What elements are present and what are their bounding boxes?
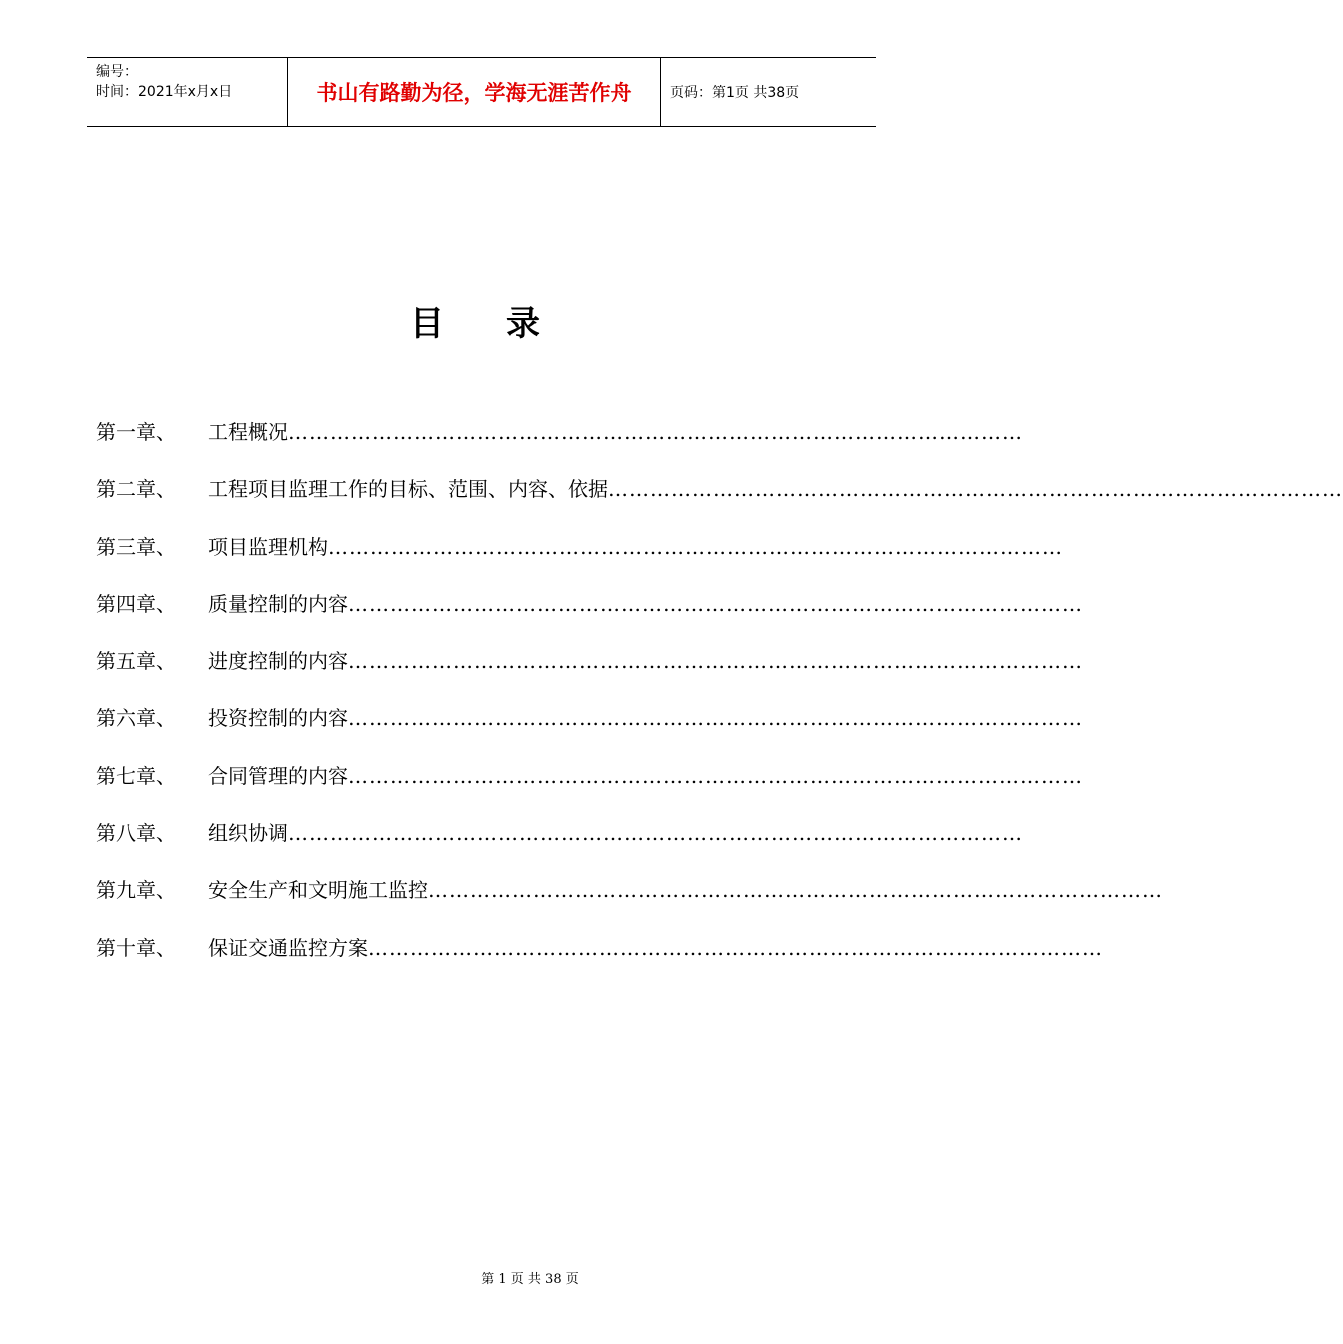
page-title xyxy=(0,296,950,345)
toc-dot-leader: …………………………………………………………………………………………… xyxy=(348,763,1083,788)
document-time-label: 时间：2021年x月x日 xyxy=(96,84,233,100)
toc-item[interactable] xyxy=(96,643,1083,700)
toc-chapter-title: 质量控制的内容 xyxy=(208,591,348,616)
toc-chapter-title: 保证交通监控方案 xyxy=(208,935,368,960)
page-header xyxy=(87,57,876,127)
header-motto: 书山有路勤为径，学海无涯苦作舟 xyxy=(288,58,661,126)
toc-chapter-title: 项目监理机构 xyxy=(208,534,328,559)
toc-item[interactable] xyxy=(96,471,1343,528)
toc-chapter-number: 第一章、 xyxy=(96,420,176,444)
header-page-label: 页码：第1页 共38页 xyxy=(670,85,800,101)
toc-dot-leader: …………………………………………………………………………………………… xyxy=(348,706,1083,731)
header-left-cell xyxy=(87,58,288,126)
toc-chapter-title: 组织协调 xyxy=(208,821,288,846)
toc-chapter-title: 工程概况 xyxy=(208,420,288,444)
toc-dot-leader: …………………………………………………………………………………………… xyxy=(328,534,1063,559)
toc-dot-leader: …………………………………………………………………………………………… xyxy=(348,649,1083,674)
title-char-2: 录 xyxy=(506,304,540,344)
toc-item[interactable] xyxy=(96,815,1023,872)
toc-item[interactable] xyxy=(96,414,1023,471)
toc-chapter-number: 第六章、 xyxy=(96,706,176,731)
toc-chapter-number: 第七章、 xyxy=(96,763,176,788)
toc-dot-leader: …………………………………………………………………………………………… xyxy=(348,591,1083,616)
toc-dot-leader: …………………………………………………………………………………………… xyxy=(288,420,1023,444)
toc-item[interactable] xyxy=(96,586,1083,643)
toc-chapter-number: 第八章、 xyxy=(96,821,176,846)
toc-dot-leader: …………………………………………………………………………………………… xyxy=(608,477,1343,502)
toc-item[interactable] xyxy=(96,872,1163,929)
document-number-label: 编号： xyxy=(96,64,138,80)
toc-chapter-title: 合同管理的内容 xyxy=(208,763,348,788)
toc-dot-leader: …………………………………………………………………………………………… xyxy=(288,821,1023,846)
toc-chapter-title: 安全生产和文明施工监控 xyxy=(208,878,428,903)
toc-chapter-number: 第九章、 xyxy=(96,878,176,903)
toc-chapter-number: 第二章、 xyxy=(96,477,176,502)
toc-chapter-title: 投资控制的内容 xyxy=(208,706,348,731)
toc-chapter-number: 第三章、 xyxy=(96,534,176,559)
toc-chapter-number: 第五章、 xyxy=(96,649,176,674)
page-footer: 第 1 页 共 38 页 xyxy=(481,1272,579,1287)
toc-chapter-number: 第十章、 xyxy=(96,935,176,960)
title-char-1: 目 xyxy=(410,304,444,344)
toc-item[interactable] xyxy=(96,930,1103,987)
toc-chapter-title: 进度控制的内容 xyxy=(208,649,348,674)
toc-dot-leader: …………………………………………………………………………………………… xyxy=(428,878,1163,903)
toc-chapter-title: 工程项目监理工作的目标、范围、内容、依据 xyxy=(208,477,608,502)
toc-item[interactable] xyxy=(96,529,1063,586)
toc-chapter-number: 第四章、 xyxy=(96,591,176,616)
toc-item[interactable] xyxy=(96,758,1083,815)
toc-item[interactable] xyxy=(96,700,1083,757)
table-of-contents xyxy=(96,414,1343,987)
toc-dot-leader: …………………………………………………………………………………………… xyxy=(368,935,1103,960)
